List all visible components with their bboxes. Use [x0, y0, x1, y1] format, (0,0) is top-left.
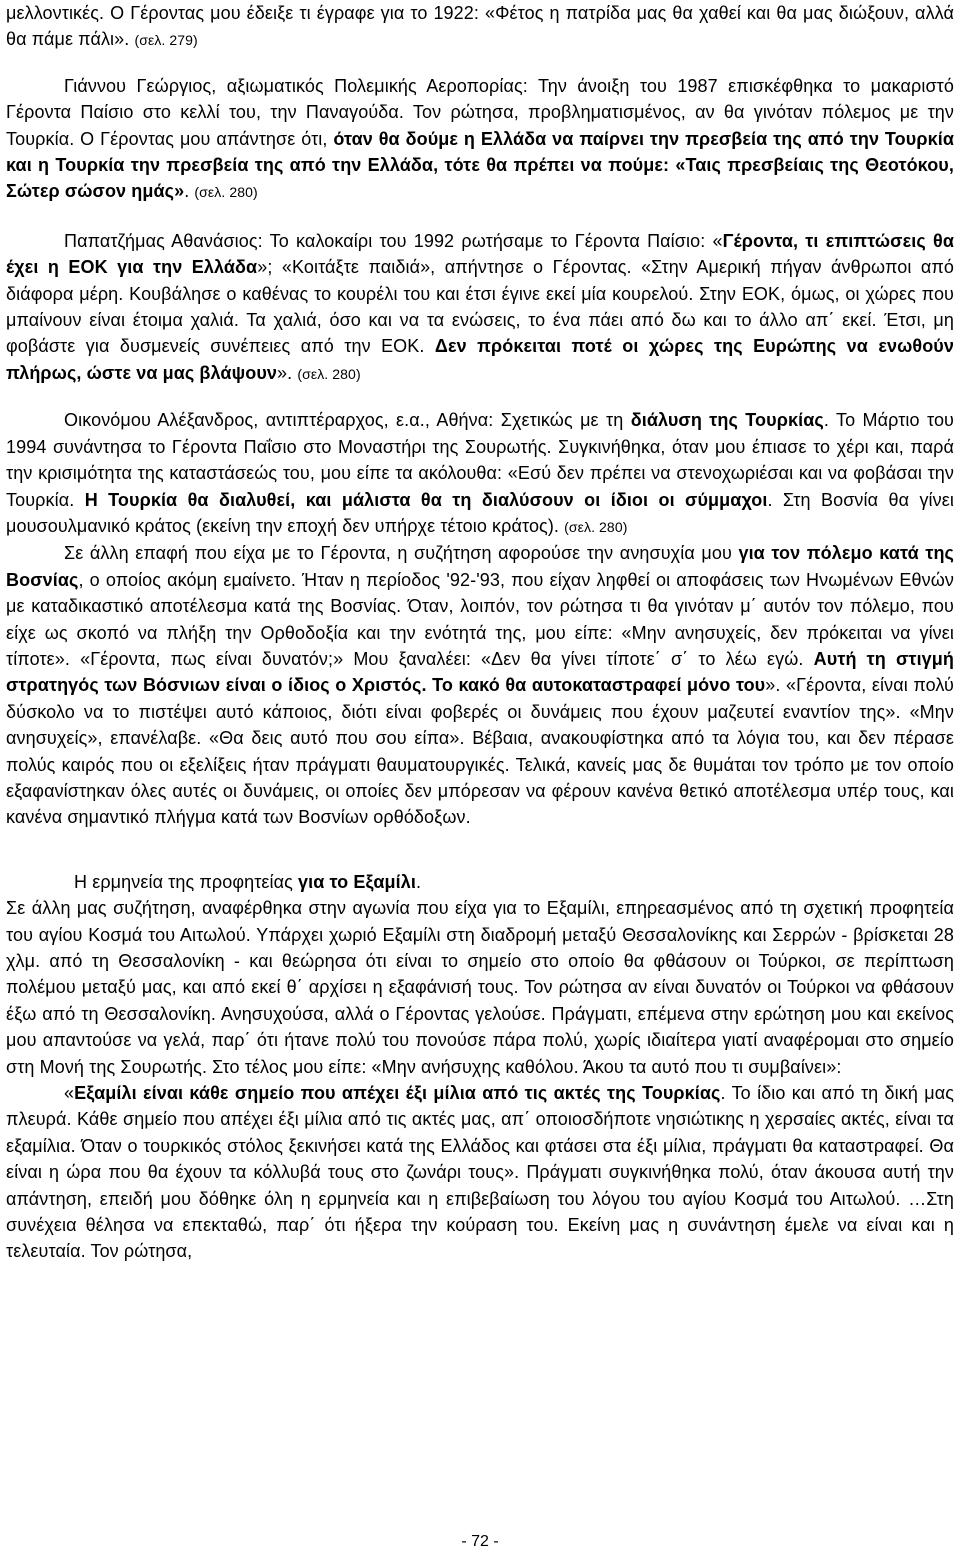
paragraph-text: Σε άλλη μας συζήτηση, αναφέρθηκα στην αγωνία που είχα για το Εξαμίλι, επηρεασμένος από τη σχετική προφητεία του αγίου Κοσμά του Αιτωλού. Υπάρχει χωριό Εξαμίλι στη διαδρομή μεταξύ Θεσσαλονίκης και Σερρών - βρίσκεται 28 χλμ. από τη Θεσσαλονίκη - και θεώρησα ότι είναι το σημείο στο οποίο θα φθάσουν οι Τούρκοι, σε περίπτωση πολέμου μεταξύ μας, και από εκεί θ΄ αρχίσει η εξαφάνισή τους. Τον ρώτησα αν είναι δυνατόν οι Τούρκοι να φθάσουν έξω από τη Θεσσαλονίκη. Ανησυχούσα, αλλά ο Γέροντας γελούσε. Πράγματι, επέμενα στην ερώτηση μου και εκείνος μου απαντούσε να γελά, παρ΄ ότι ήτανε πολύ του πονούσε πάρα πολύ, χωρίς ιδιαίτερα γιατί αναφέρομαι στο σημείο στη Μονή της Σουρωτής. Στο τέλος μου είπε: «Μην ανήσυχης καθόλου. Άκου τα αυτό που τι συμβαίνει»: [6, 898, 954, 1077]
bold-topic: για τον πόλεμο κατά της Βοσνίας [6, 543, 955, 590]
page-reference: (σελ. 280) [564, 518, 628, 535]
paragraph-bosnia [6, 540, 954, 830]
bold-topic: για το Εξαμίλι [298, 871, 416, 892]
bold-quote: Αυτή τη στιγμή στρατηγός των Βόσνιων είναι ο ίδιος ο Χριστός. Το κακό θα αυτοκαταστραφεί μόνο του [6, 648, 954, 696]
paragraph-text: . Το Μάρτιο του 1994 συνάντησα το Γέροντα Παΐσιο στο Μοναστήρι της Σουρωτής. Συγκινήθηκα, όταν μου έπιασε το χέρι και, παρά την κρισιμότητα της καταστάσεώς του, μου είπε τα ακόλουθα: «Εσύ δεν πρέπει να στενοχωριέσαι και να φοβάσαι την Τουρκία. [6, 410, 954, 510]
page-reference: (σελ. 280) [297, 365, 361, 382]
document-page [6, 0, 954, 1265]
heading-text: Η ερμηνεία της προφητείας [74, 871, 299, 892]
paragraph-text: . Το ίδιο και από τη δική μας πλευρά. Κάθε σημείο που απέχει έξι μίλια από τις ακτές μας, απ΄ οποιοσδήποτε νησιώτικης η χερσαίες ακτές, είναι τα εξαμίλια. Όταν ο τουρκικός στόλος ξεκινήσει κατά της Ελλάδος και φτάσει στα έξι μίλια, πράγματι θα καταστραφεί. Θα είναι η ώρα που θα έχουν τα κόλλυβά τους στο ζωνάρι τους». Πράγματι συγκινήθηκα πολύ, όταν άκουσα αυτή την απάντηση, επειδή μου δόθηκε όλη η ερμηνεία και η επιβεβαίωση του λόγου του αγίου Κοσμά του Αιτωλού. …Στη συνέχεια θέλησα να επεκταθώ, παρ΄ ότι ήξερα την κούραση του. Εκείνη μας η συνάντηση έμελε να είναι και η τελευταία. Τον ρώτησα, [6, 1083, 954, 1262]
bold-quote: Δεν πρόκειται ποτέ οι χώρες της Ευρώπης να ενωθούν πλήρως, ώστε να μας βλάψουν [6, 336, 954, 383]
paragraph-text: μελλοντικές. Ο Γέροντας μου έδειξε τι έγραφε για το 1922: «Φέτος η πατρίδα μας θα χαθεί και θα μας διώξουν, αλλά θα πάμε πάλι». [6, 3, 954, 50]
page-number: - 72 - [461, 1533, 499, 1550]
heading-examili [6, 869, 954, 895]
paragraph-text: »; «Κοιτάξτε παιδιά», απήντησε ο Γέροντας. «Στην Αμερική πήγαν άνθρωποι από διάφορα μέρη. Κουβάλησε ο καθένας το κουρέλι του και έτσι έγινε εκεί μία κουρελού. Στην ΕΟΚ, όμως, οι χώρες που μπαίνουν είναι έτοιμα χαλιά. Τα χαλιά, όσο και να τα ενώσεις, το ένα πάει από δω και το άλλο απ΄ εκεί. Έτσι, μη φοβάστε για δυσμενείς συνέπειες από την ΕΟΚ. [6, 257, 954, 357]
paragraph-text: , ο οποίος ακόμη εμαίνετο. Ήταν η περίοδος '92-'93, που είχαν ληφθεί οι αποφάσεις των Ηνωμένων Εθνών με καταδικαστικό αποτέλεσμα κατά της Βοσνίας. Όταν, λοιπόν, τον ρώτησα τι θα γινόταν μ΄ αυτόν τον πόλεμο, που είχε ως σκοπό να πλήξη την Ορθοδοξία και την ενότητά της, μου είπε: «Μην ανησυχείς, δεν πρόκειται να γίνει τίποτε». «Γέροντα, πως είναι δυνατόν;» Μου ξαναλέει: «Δεν θα γίνει τίποτε΄ σ΄ το λέω εγώ. [6, 569, 954, 669]
paragraph-text: ». «Γέροντα, είναι πολύ δύσκολο να το πιστέψει αυτό κάποιος, διότι είναι φοβερές οι δυνάμεις που έχουν μαζευτεί εναντίον της». «Μην ανησυχείς», επανέλαβε. «Θα δεις αυτό που σου είπα». Βέβαια, ανακουφίστηκα από τα λόγια του, και δεν πέρασε πολύς καιρός που οι εξελίξεις ήταν πράγματι θαυματουργικές. Τελικά, κανείς μας δε θυμάται τον τρόπο με τον οποίο εξαφανίστηκαν όλες αυτές οι δυνάμεις, οι οποίες δεν μπόρεσαν να φέρουν κανένα θετικό αποτέλεσμα υπέρ τους, και κανένα σημαντικό πλήγμα κατά των Βοσνίων ορθόδοξων. [6, 675, 954, 828]
paragraph-text: Παπατζήμας Αθανάσιος: Το καλοκαίρι του 1992 ρωτήσαμε το Γέροντα Παίσιο: « [64, 230, 723, 251]
paragraph-text: Σε άλλη επαφή που είχα με το Γέροντα, η συζήτηση αφορούσε την ανησυχία μου [64, 543, 739, 564]
paragraph-examili [6, 895, 954, 1080]
paragraph-text: Οικονόμου Αλέξανδρος, αντιπτέραρχος, ε.α., Αθήνα: Σχετικώς με τη [64, 410, 631, 431]
paragraph-text: ». [277, 362, 298, 383]
heading-text: . [415, 871, 422, 892]
page-reference: (σελ. 280) [194, 184, 258, 201]
paragraph-text: . [184, 181, 195, 202]
paragraph-text: Γιάννου Γεώργιος, αξιωματικός Πολεμικής Αεροπορίας: Την άνοιξη του 1987 επισκέφθηκα το μακαριστό Γέροντα Παίσιο στο κελλί του, την Παναγούδα. Τον ρώτησα, προβληματισμένος, αν θα γινόταν πόλεμος με την Τουρκία. Ο Γέροντας μου απάντησε ότι, [6, 75, 954, 149]
paragraph-oikonomou [6, 407, 954, 540]
paragraph-papatzimas [6, 228, 954, 387]
page-reference: (σελ. 279) [134, 32, 198, 49]
bold-quote: Η Τουρκία θα διαλυθεί, και μάλιστα θα τη διαλύσουν οι ίδιοι οι σύμμαχοι [84, 489, 768, 510]
paragraph-text: « [64, 1083, 75, 1104]
bold-quote: Εξαμίλι είναι κάθε σημείο που απέχει έξι μίλια από τις ακτές της Τουρκίας [74, 1083, 721, 1104]
bold-topic: διάλυση της Τουρκίας [630, 410, 824, 431]
paragraph-intro [6, 0, 954, 54]
bold-question: Γέροντα, τι επιπτώσεις θα έχει η ΕΟΚ για την Ελλάδα [6, 230, 954, 278]
paragraph-text: . Στη Βοσνία θα γίνει μουσουλμανικό κράτος (εκείνη την εποχή δεν υπήρχε τέτοιο κράτος). [6, 489, 954, 536]
bold-quote: όταν θα δούμε η Ελλάδα να παίρνει την πρεσβεία της από την Τουρκία και η Τουρκία την πρεσβεία της από την Ελλάδα, τότε θα πρέπει να πούμε: «Ταις πρεσβείαις της Θεοτόκου, Σώτερ σώσον ημάς» [6, 128, 954, 202]
paragraph-examili-answer [6, 1080, 954, 1265]
paragraph-giannou [6, 73, 954, 206]
